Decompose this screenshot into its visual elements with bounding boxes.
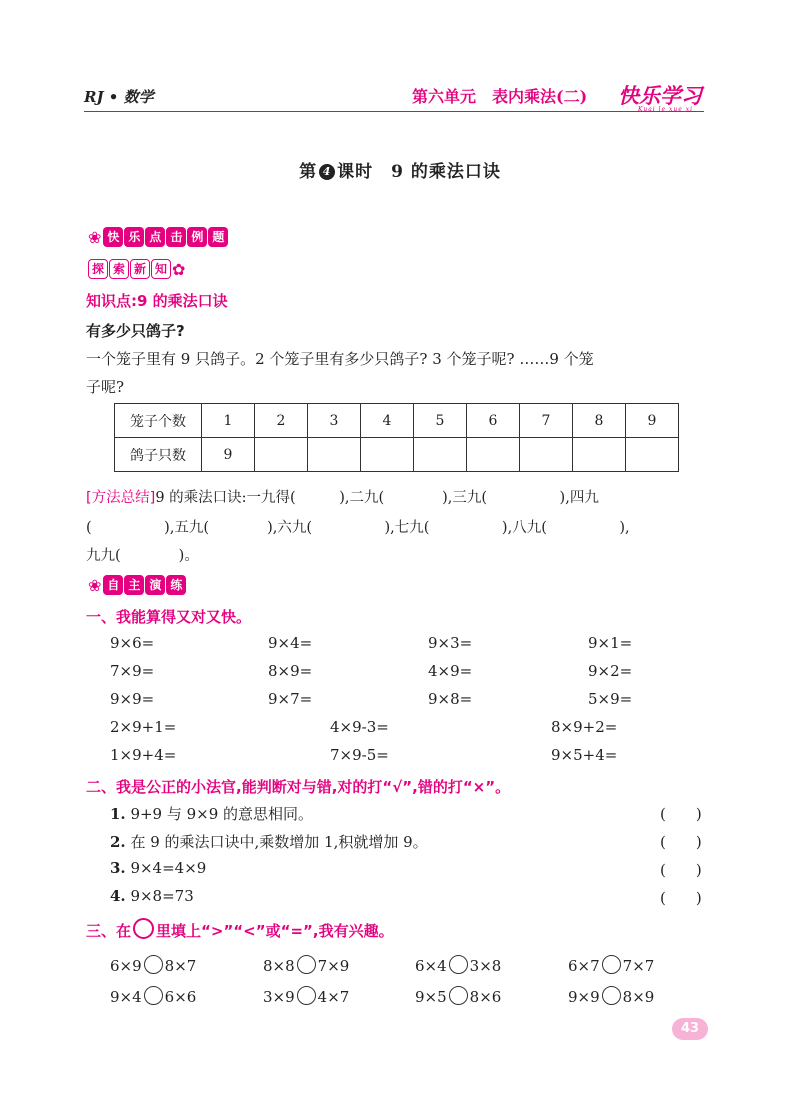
compare-right: 6×6 (164, 988, 197, 1006)
bird-icon: ❀ (88, 575, 102, 595)
compare-item (415, 955, 501, 975)
table-cell: 9 (626, 404, 679, 438)
judge-item (110, 831, 428, 852)
judge-item-number: 4. (110, 887, 126, 905)
lesson-number-badge: 4 (319, 164, 335, 180)
table-header-cell: 鸽子只数 (115, 438, 202, 472)
calc-item: 9×5+4= (551, 746, 618, 764)
compare-left: 6×7 (568, 957, 600, 975)
judge-item-number: 3. (110, 859, 126, 877)
tag-char: 索 (109, 259, 129, 279)
answer-circle[interactable] (297, 955, 316, 974)
compare-item (263, 955, 349, 975)
judge-item-number: 2. (110, 833, 126, 851)
compare-right: 7×9 (317, 957, 350, 975)
compare-right: 8×7 (164, 957, 197, 975)
judge-item-text: 9+9 与 9×9 的意思相同。 (125, 805, 314, 823)
compare-left: 6×4 (415, 957, 447, 975)
cage-pigeon-table (114, 403, 679, 472)
calc-item: 8×9+2= (551, 718, 618, 736)
judge-item (110, 887, 194, 905)
compare-right: 3×8 (469, 957, 502, 975)
header-left: RJ • 数学 (84, 88, 154, 106)
table-cell: 9 (202, 438, 255, 472)
compare-right: 8×9 (622, 988, 655, 1006)
table-cell: 6 (467, 404, 520, 438)
lesson-title-text: 课时 9 的乘法口诀 (337, 162, 501, 182)
tag-char: 新 (130, 259, 150, 279)
answer-circle[interactable] (449, 955, 468, 974)
calc-item: 9×6= (110, 634, 155, 652)
compare-item (415, 986, 501, 1006)
table-answer-cell[interactable] (308, 438, 361, 472)
compare-right: 7×7 (622, 957, 655, 975)
calc-item: 9×7= (268, 690, 313, 708)
tag-char: 主 (124, 575, 144, 595)
table-cell: 1 (202, 404, 255, 438)
answer-paren[interactable]: ( ) (660, 889, 702, 907)
judge-item (110, 803, 313, 824)
answer-paren[interactable]: ( ) (660, 805, 702, 823)
table-cell: 3 (308, 404, 361, 438)
question-heading: 有多少只鸽子? (86, 322, 185, 340)
table-answer-cell[interactable] (573, 438, 626, 472)
header-logo-sub: Kuai le xue xi (638, 106, 694, 113)
knowledge-point: 知识点:9 的乘法口诀 (86, 292, 228, 310)
table-cell: 4 (361, 404, 414, 438)
compare-left: 8×8 (263, 957, 295, 975)
table-answer-cell[interactable] (626, 438, 679, 472)
compare-item (568, 955, 654, 975)
section-tag-practice (88, 574, 187, 596)
table-header-cell: 笼子个数 (115, 404, 202, 438)
method-summary-text: 9 的乘法口诀:一九得( ),二九( ),三九( ),四九 (155, 490, 599, 506)
compare-left: 3×9 (263, 988, 295, 1006)
table-cell: 2 (255, 404, 308, 438)
calc-item: 9×9= (110, 690, 155, 708)
tag-char: 演 (145, 575, 165, 595)
method-summary-line3: 九九( )。 (86, 548, 199, 564)
table-answer-cell[interactable] (467, 438, 520, 472)
compare-item (568, 986, 654, 1006)
compare-item (263, 986, 349, 1006)
flower-icon: ✿ (172, 259, 186, 279)
compare-right: 4×7 (317, 988, 350, 1006)
lesson-title (0, 157, 800, 182)
tag-char: 点 (145, 227, 165, 247)
tag-char: 练 (166, 575, 186, 595)
calc-item: 1×9+4= (110, 746, 177, 764)
part3-title-start: 三、在 (86, 922, 132, 940)
circle-icon (133, 918, 154, 939)
answer-circle[interactable] (144, 986, 163, 1005)
tag-char: 快 (103, 227, 123, 247)
judge-item-text: 9×8=73 (125, 887, 194, 905)
compare-left: 9×5 (415, 988, 447, 1006)
calc-item: 9×8= (428, 690, 473, 708)
header-logo: 快乐学习 (618, 83, 702, 108)
header-unit-title: 第六单元 表内乘法(二) (412, 87, 588, 106)
calc-item: 4×9-3= (330, 718, 389, 736)
calc-item: 9×2= (588, 662, 633, 680)
tag-char: 乐 (124, 227, 144, 247)
calc-item: 4×9= (428, 662, 473, 680)
section-tag-examples (88, 226, 229, 248)
answer-circle[interactable] (297, 986, 316, 1005)
tag-char: 例 (187, 227, 207, 247)
calc-item: 9×4= (268, 634, 313, 652)
judge-item-number: 1. (110, 805, 126, 823)
table-cell: 7 (520, 404, 573, 438)
answer-circle[interactable] (449, 986, 468, 1005)
table-answer-cell[interactable] (414, 438, 467, 472)
calc-item: 9×1= (588, 634, 633, 652)
compare-left: 9×4 (110, 988, 142, 1006)
tag-char: 题 (208, 227, 228, 247)
method-summary-line1 (86, 486, 599, 507)
table-row (115, 438, 679, 472)
table-answer-cell[interactable] (255, 438, 308, 472)
calc-item: 2×9+1= (110, 718, 177, 736)
compare-right: 8×6 (469, 988, 502, 1006)
calc-item: 9×3= (428, 634, 473, 652)
calc-item: 5×9= (588, 690, 633, 708)
bird-icon: ❀ (88, 227, 102, 247)
answer-paren[interactable]: ( ) (660, 833, 702, 851)
table-answer-cell[interactable] (361, 438, 414, 472)
calc-item: 7×9= (110, 662, 155, 680)
answer-paren[interactable]: ( ) (660, 861, 702, 879)
compare-item (110, 986, 196, 1006)
table-row (115, 404, 679, 438)
question-text-line2: 子呢? (86, 378, 125, 396)
table-answer-cell[interactable] (520, 438, 573, 472)
part3-title-end: 里填上“>”“<”或“=”,我有兴趣。 (156, 922, 394, 940)
section-tag-explore (88, 258, 187, 280)
answer-circle[interactable] (602, 955, 621, 974)
part2-title: 二、我是公正的小法官,能判断对与错,对的打“√”,错的打“×”。 (86, 778, 511, 796)
question-text-line1: 一个笼子里有 9 只鸽子。2 个笼子里有多少只鸽子? 3 个笼子呢? ……9 个笼 (86, 350, 594, 368)
tag-char: 知 (151, 259, 171, 279)
tag-char: 击 (166, 227, 186, 247)
tag-char: 探 (88, 259, 108, 279)
compare-item (110, 955, 196, 975)
table-cell: 8 (573, 404, 626, 438)
compare-left: 9×9 (568, 988, 600, 1006)
judge-item-text: 在 9 的乘法口诀中,乘数增加 1,积就增加 9。 (125, 833, 428, 851)
method-summary-line2: ( ),五九( ),六九( ),七九( ),八九( ), (86, 520, 630, 536)
part1-title: 一、我能算得又对又快。 (86, 608, 252, 626)
judge-item-text: 9×4=4×9 (125, 859, 207, 877)
answer-circle[interactable] (602, 986, 621, 1005)
answer-circle[interactable] (144, 955, 163, 974)
lesson-title-prefix: 第 (299, 162, 318, 182)
method-summary-label: [方法总结] (86, 490, 156, 506)
header-divider (84, 111, 704, 112)
calc-item: 7×9-5= (330, 746, 389, 764)
part3-title (86, 918, 394, 941)
page-number: 43 (672, 1018, 708, 1040)
judge-item (110, 859, 206, 877)
tag-char: 自 (103, 575, 123, 595)
table-cell: 5 (414, 404, 467, 438)
compare-left: 6×9 (110, 957, 142, 975)
calc-item: 8×9= (268, 662, 313, 680)
